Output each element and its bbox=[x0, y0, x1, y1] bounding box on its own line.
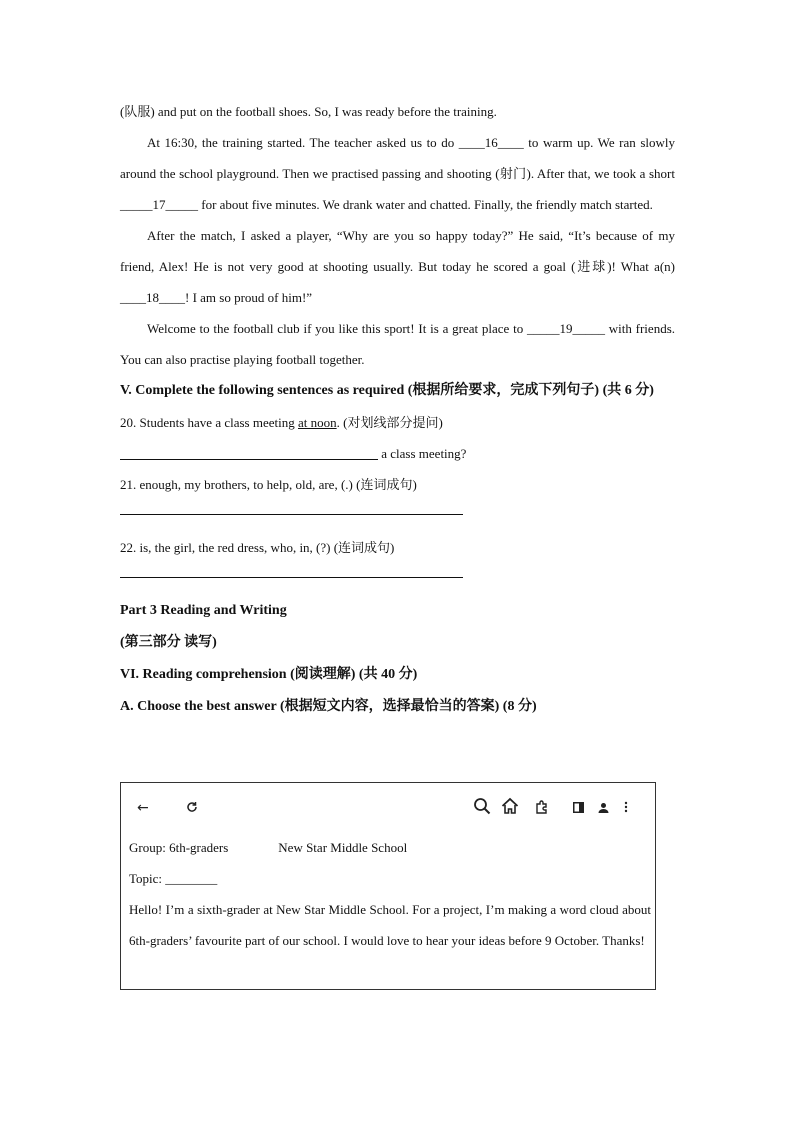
question-text: 20. Students have a class meeting bbox=[120, 415, 298, 430]
section-6-heading: VI. Reading comprehension (阅读理解) (共 40 分) bbox=[120, 667, 418, 682]
browser-toolbar bbox=[121, 797, 655, 819]
group-label: Group: 6th-graders bbox=[129, 840, 229, 855]
blank-16[interactable]: ____16____ bbox=[458, 135, 524, 150]
paragraph-text: with friends. You can also practise playing football together. bbox=[120, 321, 676, 367]
paragraph-text: for about five minutes. We drank water and chatted. Finally, the friendly match started. bbox=[198, 197, 653, 212]
question-21: 21. enough, my brothers, to help, old, are, (.) (连词成句) bbox=[120, 477, 417, 492]
section-a-heading: A. Choose the best answer (根据短文内容，选择最恰当的答案) (8 分) bbox=[120, 699, 537, 714]
browser-content bbox=[129, 832, 651, 956]
sidebar-icon[interactable] bbox=[573, 797, 584, 819]
topic-blank[interactable]: ________ bbox=[165, 871, 218, 886]
paragraph-text: At 16:30, the training started. The teacher asked us to do bbox=[147, 135, 459, 150]
group-row bbox=[129, 832, 651, 863]
paragraph-text: to warm up. We ran slowly around the school playground. Then we practised passing and shooting (射门). After that, we took a short bbox=[120, 135, 675, 181]
blank-17[interactable]: _____17_____ bbox=[120, 197, 198, 212]
answer-20-row bbox=[120, 438, 675, 469]
more-icon[interactable] bbox=[624, 797, 628, 819]
paragraph-text: After the match, I asked a player, “Why are you so happy today?” He said, “It’s because of my friend, Alex! He is not very good at shooting usually. But today he scored a goal (进球)! What a(n) bbox=[120, 228, 675, 274]
answer-22-line[interactable] bbox=[120, 563, 463, 578]
topic-row bbox=[129, 863, 651, 894]
answer-20-line[interactable] bbox=[120, 445, 378, 460]
question-20 bbox=[120, 407, 675, 438]
message-text: Hello! I’m a sixth-grader at New Star Middle School. For a project, I’m making a word cloud about 6th-graders’ favourite part of our school. I would love to hear your ideas before 9 October. Thanks! bbox=[129, 902, 651, 948]
extension-icon[interactable] bbox=[535, 797, 549, 819]
browser-window bbox=[120, 782, 656, 990]
passage-paragraph-club bbox=[120, 313, 675, 375]
section-5-heading: V. Complete the following sentences as required (根据所给要求，完成下列句子) (共 6 分) bbox=[120, 383, 654, 398]
paragraph-text: ! I am so proud of him!” bbox=[185, 290, 313, 305]
home-icon[interactable] bbox=[501, 797, 519, 819]
passage-paragraph-match bbox=[120, 220, 675, 313]
paragraph-text: Welcome to the football club if you like this sport! It is a great place to bbox=[147, 321, 527, 336]
worksheet-page bbox=[120, 96, 675, 723]
part-3-subtitle: (第三部分 读写) bbox=[120, 635, 217, 650]
question-instruction: . (对划线部分提问) bbox=[336, 415, 443, 430]
topic-label: Topic: bbox=[129, 871, 166, 886]
answer-20-tail: a class meeting? bbox=[378, 446, 467, 461]
blank-18[interactable]: ____18____ bbox=[120, 290, 185, 305]
question-22: 22. is, the girl, the red dress, who, in, (?) (连词成句) bbox=[120, 540, 395, 555]
search-icon[interactable] bbox=[473, 797, 491, 819]
answer-21-line[interactable] bbox=[120, 500, 463, 515]
passage-paragraph-training bbox=[120, 127, 675, 220]
part-3-title: Part 3 Reading and Writing bbox=[120, 603, 287, 618]
passage-line-intro: (队服) and put on the football shoes. So, I was ready before the training. bbox=[120, 104, 497, 119]
blank-19[interactable]: _____19_____ bbox=[526, 321, 605, 336]
school-name: New Star Middle School bbox=[278, 840, 408, 855]
refresh-icon[interactable] bbox=[186, 797, 198, 819]
profile-icon[interactable] bbox=[598, 797, 609, 819]
back-arrow-icon[interactable]: ← bbox=[137, 800, 149, 816]
underlined-phrase: at noon bbox=[298, 415, 337, 430]
